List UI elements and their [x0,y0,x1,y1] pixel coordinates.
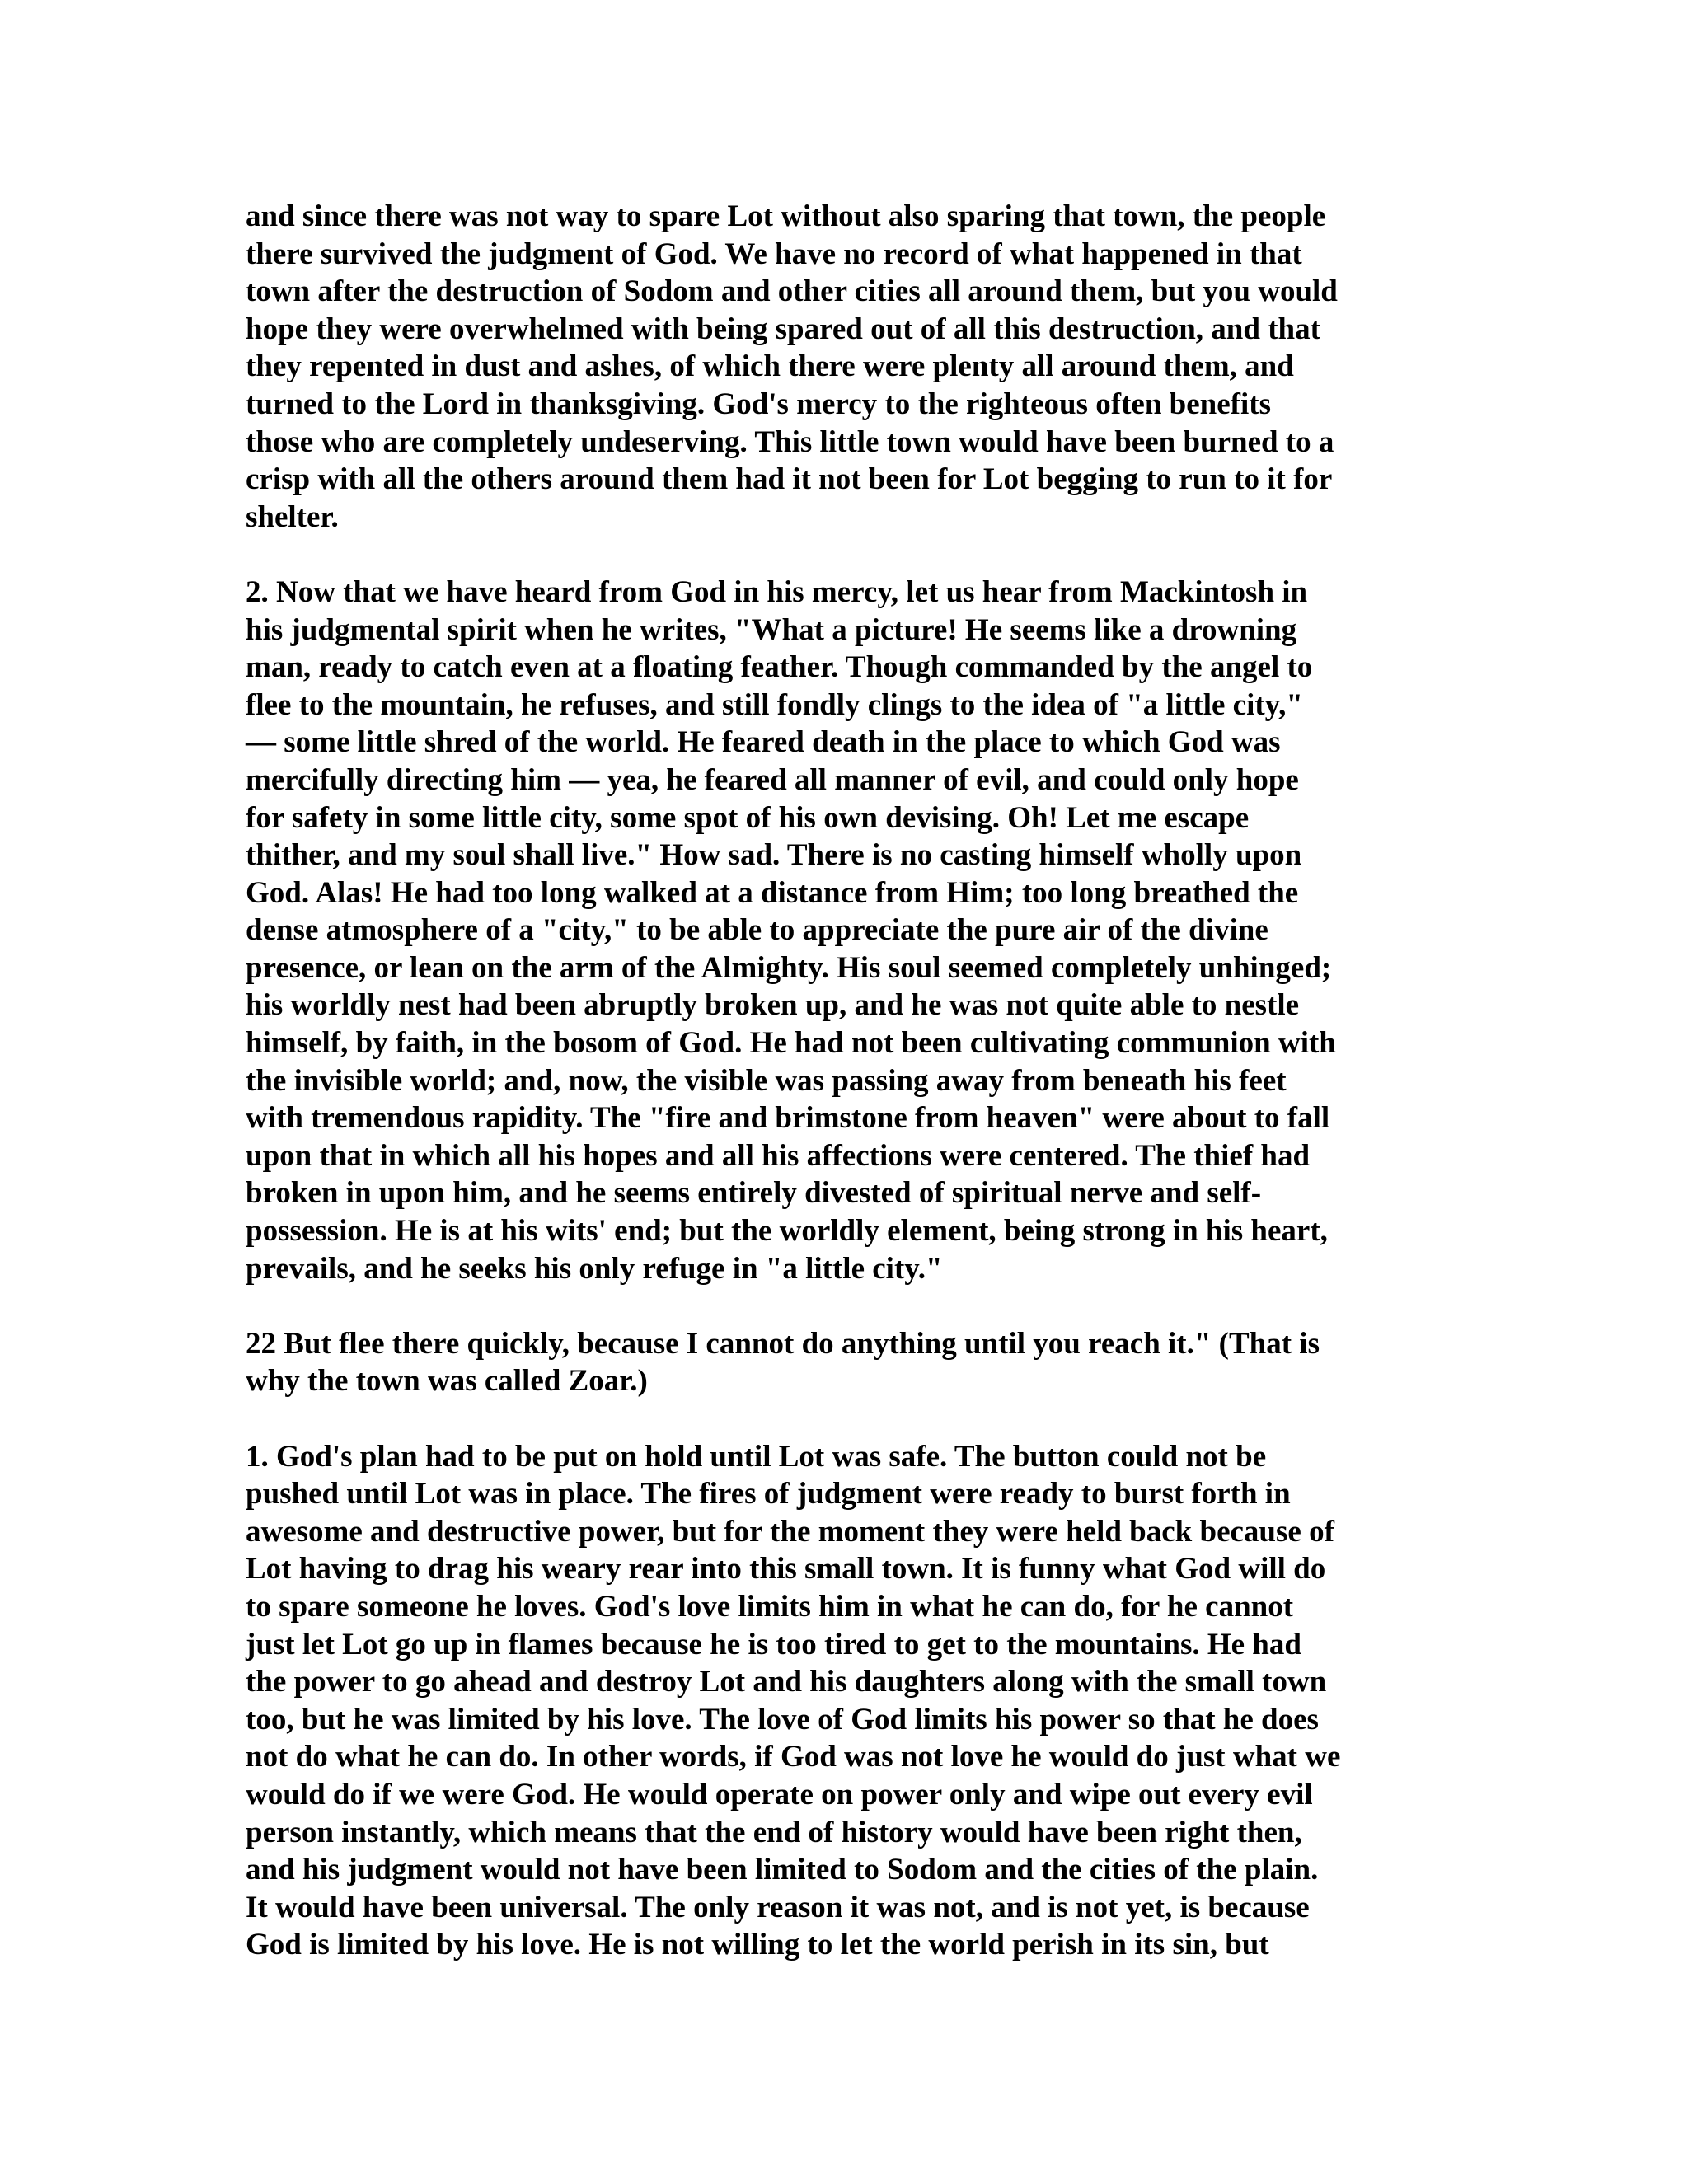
text-line: hope they were overwhelmed with being spared out of all this destruction, and that [246,312,1320,346]
text-line: Lot having to drag his weary rear into this small town. It is funny what God will do [246,1552,1326,1586]
text-line: 2. Now that we have heard from God in his mercy, let us hear from Mackintosh in [246,574,1308,609]
text-line: possession. He is at his wits' end; but the worldly element, being strong in his heart, [246,1214,1328,1249]
text-line: flee to the mountain, he refuses, and still fondly clings to the idea of "a little city," [246,687,1303,722]
text-line: presence, or lean on the arm of the Almighty. His soul seemed completely unhinged; [246,950,1332,985]
text-line: just let Lot go up in flames because he is too tired to get to the mountains. He had [246,1627,1301,1661]
text-line: God. Alas! He had too long walked at a distance from Him; too long breathed the [246,875,1299,910]
text-line: dense atmosphere of a "city," to be able to appreciate the pure air of the divine [246,913,1268,948]
text-line: God is limited by his love. He is not willing to let the world perish in its sin, but [246,1928,1269,1962]
text-line: too, but he was limited by his love. The love of God limits his power so that he does [246,1702,1319,1736]
text-line: the invisible world; and, now, the visible was passing away from beneath his feet [246,1063,1287,1098]
text-line: crisp with all the others around them had it not been for Lot begging to run to it for [246,462,1333,497]
paragraph [246,1325,1449,1400]
text-line: for safety in some little city, some spot of his own devising. Oh! Let me escape [246,800,1250,835]
text-line: his judgmental spirit when he writes, "What a picture! He seems like a drowning [246,612,1297,647]
text-line: turned to the Lord in thanksgiving. God's mercy to the righteous often benefits [246,387,1271,421]
text-line: they repented in dust and ashes, of which there were plenty all around them, and [246,349,1294,384]
text-line: upon that in which all his hopes and all his affections were centered. The thief had [246,1138,1311,1173]
text-line: mercifully directing him — yea, he feared all manner of evil, and could only hope [246,762,1299,797]
paragraph [246,574,1449,1287]
text-line: thither, and my soul shall live." How sad. There is no casting himself wholly upon [246,838,1302,873]
text-line: would do if we were God. He would operate on power only and wipe out every evil [246,1777,1313,1811]
text-line: broken in upon him, and he seems entirely divested of spiritual nerve and self- [246,1176,1262,1211]
document-body [246,198,1449,1964]
text-line: person instantly, which means that the end of history would have been right then, [246,1815,1302,1849]
text-line: those who are completely undeserving. This little town would have been burned to a [246,424,1334,459]
text-line: his worldly nest had been abruptly broken up, and he was not quite able to nestle [246,988,1300,1023]
text-line: himself, by faith, in the bosom of God. He had not been cultivating communion with [246,1026,1336,1061]
text-line: prevails, and he seeks his only refuge in "a little city." [246,1251,943,1286]
paragraph [246,198,1449,536]
text-line: 1. God's plan had to be put on hold until Lot was safe. The button could not be [246,1439,1267,1474]
text-line: 22 But flee there quickly, because I cannot do anything until you reach it." (That is [246,1326,1320,1361]
text-line: with tremendous rapidity. The "fire and brimstone from heaven" were about to fall [246,1101,1330,1136]
text-line: the power to go ahead and destroy Lot and his daughters along with the small town [246,1665,1327,1699]
paragraph [246,1438,1449,1964]
text-line: — some little shred of the world. He feared death in the place to which God was [246,725,1281,760]
text-line: not do what he can do. In other words, if God was not love he would do just what we [246,1740,1341,1774]
text-line: why the town was called Zoar.) [246,1364,648,1399]
text-line: there survived the judgment of God. We have no record of what happened in that [246,237,1302,271]
text-line: awesome and destructive power, but for the moment they were held back because of [246,1514,1334,1549]
text-line: and since there was not way to spare Lot without also sparing that town, the people [246,199,1326,233]
text-line: town after the destruction of Sodom and other cities all around them, but you would [246,274,1338,309]
text-line: It would have been universal. The only reason it was not, and is not yet, is because [246,1890,1310,1924]
text-line: and his judgment would not have been limited to Sodom and the cities of the plain. [246,1853,1319,1887]
text-line: pushed until Lot was in place. The fires of judgment were ready to burst forth in [246,1477,1291,1511]
text-line: to spare someone he loves. God's love limits him in what he can do, for he cannot [246,1589,1294,1624]
text-line: shelter. [246,499,339,534]
text-line: man, ready to catch even at a floating feather. Though commanded by the angel to [246,650,1313,685]
